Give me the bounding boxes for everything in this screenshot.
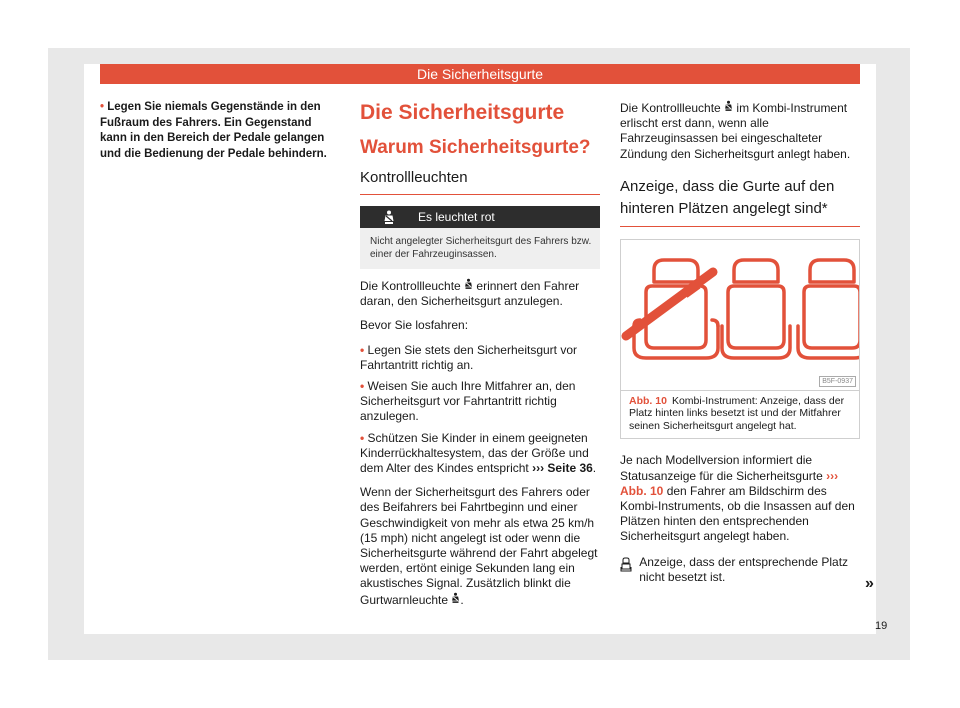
- middle-column: [360, 100, 600, 608]
- indicator-header: [360, 206, 600, 228]
- indicator-table: [360, 206, 600, 269]
- paragraph: Wenn der Sicherheitsgurt des Fahrers oder des Beifahrers bei Fahrtbeginn und einer Geschwindigkeit von mehr als etwa 25 km/h (15 mph) nicht angelegt ist oder wenn die Sicherheitsgurte während der Fahrt abgelegt werden, ertönt einige Sekunden lang ein akustisches Signal. Zusätzlich blinkt die Gurtwarnleuchte .: [360, 485, 598, 607]
- paragraph-text: erinnert den Fahrer daran, den Sicherheitsgurt anzulegen.: [360, 279, 580, 309]
- bullet-text: Weisen Sie auch Ihre Mitfahrer an, den Sicherheitsgurt vor Fahrtantritt richtig anzulegen.: [360, 379, 576, 424]
- bullet-item: • Schützen Sie Kinder in einem geeigneten Kinderrückhaltesystem, das der Größe und dem Alter des Kindes entspricht ››› Seite 36.: [360, 430, 597, 476]
- seat-middle-icon: [722, 260, 790, 358]
- paragraph-text: Je nach Modellversion informiert die Statusanzeige für die Sicherheitsgurte: [620, 453, 823, 483]
- paragraph: Bevor Sie losfahren:: [360, 318, 469, 333]
- seat-right-icon: [798, 260, 859, 358]
- paragraph: [620, 100, 860, 162]
- page-number: 19: [875, 620, 888, 632]
- continue-mark: »: [865, 575, 874, 592]
- caption-text: Kombi-Instrument: Anzeige, dass der Platz hinten links besetzt ist und der Mitfahrer seinen Sicherheitsgurt angelegt hat.: [629, 394, 845, 432]
- figure-caption: [620, 391, 860, 440]
- bullet-text: Schützen Sie Kinder in einem geeigneten Kinderrückhaltesystem, das der Größe und dem Alter des Kindes entspricht: [360, 430, 589, 476]
- seatbelt-icon: [451, 593, 460, 607]
- figure-link[interactable]: ››› Abb. 10: [620, 468, 839, 498]
- indicator-description: Nicht angelegter Sicherheitsgurt des Fahrers bzw. einer der Fahrzeuginsassen.: [370, 236, 592, 260]
- paragraph-text: Die Kontrollleuchte: [620, 101, 721, 115]
- bullet-item: • Legen Sie stets den Sicherheitsgurt vor Fahrtantritt richtig an.: [360, 342, 578, 372]
- section-title: Die Sicherheitsgurte: [360, 101, 565, 124]
- bullet-text: Legen Sie stets den Sicherheitsgurt vor Fahrtantritt richtig an.: [360, 342, 578, 372]
- paragraph-text: Die Kontrollleuchte: [360, 279, 461, 293]
- paragraph: [620, 453, 860, 544]
- page-link[interactable]: ››› Seite 36: [532, 461, 593, 476]
- figure-abb-10: [620, 239, 860, 391]
- section-subtitle: Warum Sicherheitsgurte?: [360, 137, 591, 158]
- seatbelt-icon: [724, 101, 733, 115]
- warning-note: • Legen Sie niemals Gegenstände in den Fußraum des Fahrers. Ein Gegenstand kann in den Bereich der Pedale gelangen und die Bedienung der Pedale behindern.: [100, 101, 327, 160]
- chapter-header: Die Sicherheitsgurte: [100, 64, 860, 84]
- indicator-label: Es leuchtet rot: [418, 210, 495, 224]
- figure-code: B5F-0937: [819, 376, 856, 387]
- bullet-item: • Weisen Sie auch Ihre Mitfahrer an, den Sicherheitsgurt vor Fahrtantritt richtig anzulegen.: [360, 379, 576, 424]
- seatbelt-icon: [464, 279, 473, 293]
- legend-item: [620, 555, 860, 585]
- left-column: [100, 100, 340, 162]
- subsection-heading: Anzeige, dass die Gurte auf den hinteren Plätzen angelegt sind*: [620, 176, 860, 227]
- paragraph-text: den Fahrer am Bildschirm des Kombi-Instruments, ob die Insassen auf den Plätzen hinten den entsprechenden Sicherheitsgurt angelegt haben.: [620, 483, 855, 544]
- seatbelt-warning-icon: [360, 210, 418, 225]
- legend-text: Anzeige, dass der entsprechende Platz nicht besetzt ist.: [639, 554, 849, 584]
- paragraph-text: Wenn der Sicherheitsgurt des Fahrers oder des Beifahrers bei Fahrtbeginn und einer Geschwindigkeit von mehr als etwa 25 km/h (15 mph) nicht angelegt ist oder wenn die Sicherheitsgurte während der Fahrt abgelegt werden, ertönt einige Sekunden lang ein akustisches Signal. Zusätzlich blinkt die Gurtwarnleuchte: [360, 485, 598, 607]
- right-column: [620, 100, 860, 585]
- paragraph: [360, 278, 600, 309]
- empty-seat-icon: [620, 555, 639, 585]
- rear-seats-status-illustration: [621, 240, 859, 390]
- warning-text: Legen Sie niemals Gegenstände in den Fußraum des Fahrers. Ein Gegenstand kann in den Bereich der Pedale gelangen und die Bedienung der Pedale behindern.: [100, 101, 327, 160]
- caption-label: Abb. 10: [629, 394, 667, 407]
- subsection-heading: Kontrollleuchten: [360, 169, 600, 195]
- paragraph-text: im Kombi-Instrument erlischt erst dann, wenn alle Fahrzeuginsassen bei eingeschalteter Zündung den Sicherheitsgurt anlegt haben.: [620, 101, 851, 161]
